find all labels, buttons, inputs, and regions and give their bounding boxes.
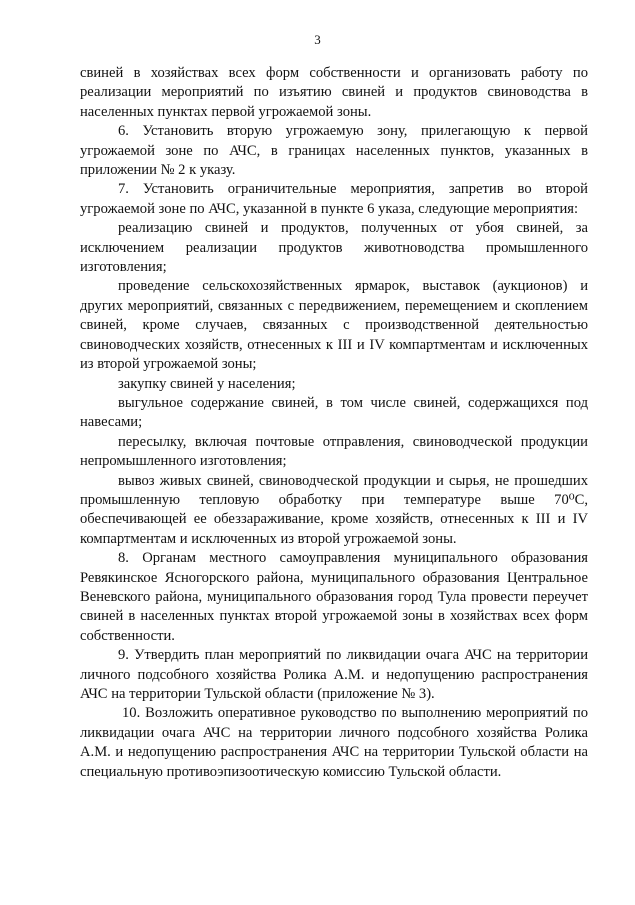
restriction-mailing: пересылку, включая почтовые отправления, свиноводческой продукции непромышленного изготовления; — [80, 433, 588, 470]
restriction-export: вывоз живых свиней, свиноводческой продукции и сырья, не прошедших промышленную тепловую обработку при температуре выше 70⁰С, обеспечивающей ее обеззараживание, кроме хозяйств, отнесенных к III и IV компартментам и исключенных из второй угрожаемой зоны. — [80, 472, 588, 547]
document-body — [80, 64, 588, 782]
page-number: 3 — [314, 32, 321, 47]
restriction-outdoor-keeping: выгульное содержание свиней, в том числе свиней, содержащихся под навесами; — [80, 394, 588, 431]
restriction-fairs: проведение сельскохозяйственных ярмарок, выставок (аукционов) и других мероприятий, связанных с передвижением, перемещением и скоплением свиней, кроме случаев, связанных с производственной деятельностью свиноводческих хозяйств, отнесенных к III и IV компартментам и исключенных из второй угрожаемой зоны; — [80, 278, 588, 373]
paragraph-item-6: 6. Установить вторую угрожаемую зону, прилегающую к первой угрожаемой зоне по АЧС, в границах населенных пунктов, указанных в приложении № 2 к указу. — [80, 123, 588, 179]
paragraph-continuation: свиней в хозяйствах всех форм собственности и организовать работу по реализации мероприятий по изъятию свиней и продуктов свиноводства в населенных пунктах первой угрожаемой зоны. — [80, 65, 588, 120]
restriction-purchase: закупку свиней у населения; — [118, 375, 296, 392]
paragraph-item-8: 8. Органам местного самоуправления муниципального образования Ревякинское Ясногорского района, муниципального образования Центральное Веневского района, муниципального образования город Тула провести переучет свиней в населенных пунктах второй угрожаемой зоны в хозяйствах всех форм собственности. — [80, 550, 588, 644]
paragraph-item-10: 10. Возложить оперативное руководство по выполнению мероприятий по ликвидации очага АЧС на территории личного подсобного хозяйства Ролика А.М. и недопущению распространения АЧС на территории Тульской области на специальную противоэпизоотическую комиссию Тульской области. — [80, 705, 588, 780]
paragraph-item-7: 7. Установить ограничительные мероприятия, запретив во второй угрожаемой зоне по АЧС, указанной в пункте 6 указа, следующие мероприятия: — [80, 181, 588, 217]
paragraph-item-9: 9. Утвердить план мероприятий по ликвидации очага АЧС на территории личного подсобного хозяйства Ролика А.М. и недопущению распространения АЧС на территории Тульской области (приложение № 3). — [80, 647, 588, 702]
restriction-sale: реализацию свиней и продуктов, полученных от убоя свиней, за исключением реализации продуктов животноводства промышленного изготовления; — [80, 220, 588, 276]
